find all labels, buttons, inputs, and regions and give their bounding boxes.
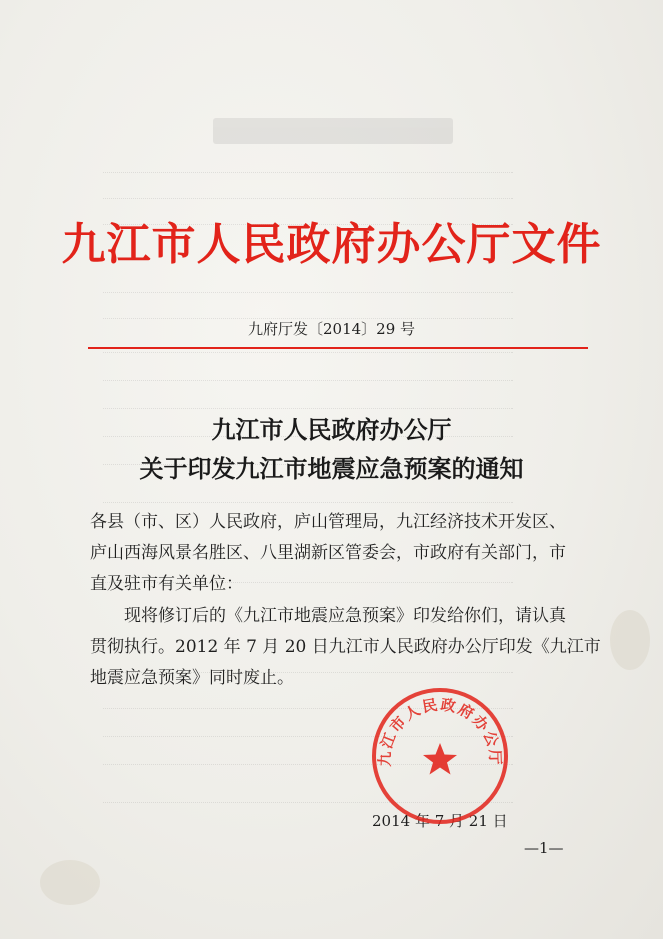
body-line: 现将修订后的《九江市地震应急预案》印发给你们，请认真 bbox=[90, 606, 566, 626]
page-number: —1— bbox=[524, 839, 564, 857]
body-line: 地震应急预案》同时废止。 bbox=[90, 668, 294, 688]
paper-stain bbox=[40, 860, 100, 905]
paper-stain bbox=[610, 610, 650, 670]
notice-title: 关于印发九江市地震应急预案的通知 bbox=[139, 454, 524, 483]
seal-text: 九江市人民政府办公厅 bbox=[375, 695, 505, 767]
recipients-line: 直及驻市有关单位： bbox=[90, 574, 243, 594]
body-line: 贯彻执行。2012 年 7 月 20 日九江市人民政府办公厅印发《九江市 bbox=[90, 637, 601, 657]
document-date: 2014 年 7 月 21 日 bbox=[372, 812, 508, 830]
official-seal bbox=[369, 685, 511, 827]
document-header-title: 九江市人民政府办公厅文件 bbox=[61, 219, 602, 270]
recipients-line: 各县（市、区）人民政府，庐山管理局，九江经济技术开发区、 bbox=[90, 512, 566, 532]
issuer-name: 九江市人民政府办公厅 bbox=[211, 415, 452, 444]
red-separator-line bbox=[88, 347, 588, 349]
recipients-line: 庐山西海风景名胜区、八里湖新区管委会，市政府有关部门，市 bbox=[90, 543, 566, 563]
seal-star-icon bbox=[423, 743, 457, 775]
document-number: 九府厅发〔2014〕29 号 bbox=[247, 320, 416, 338]
